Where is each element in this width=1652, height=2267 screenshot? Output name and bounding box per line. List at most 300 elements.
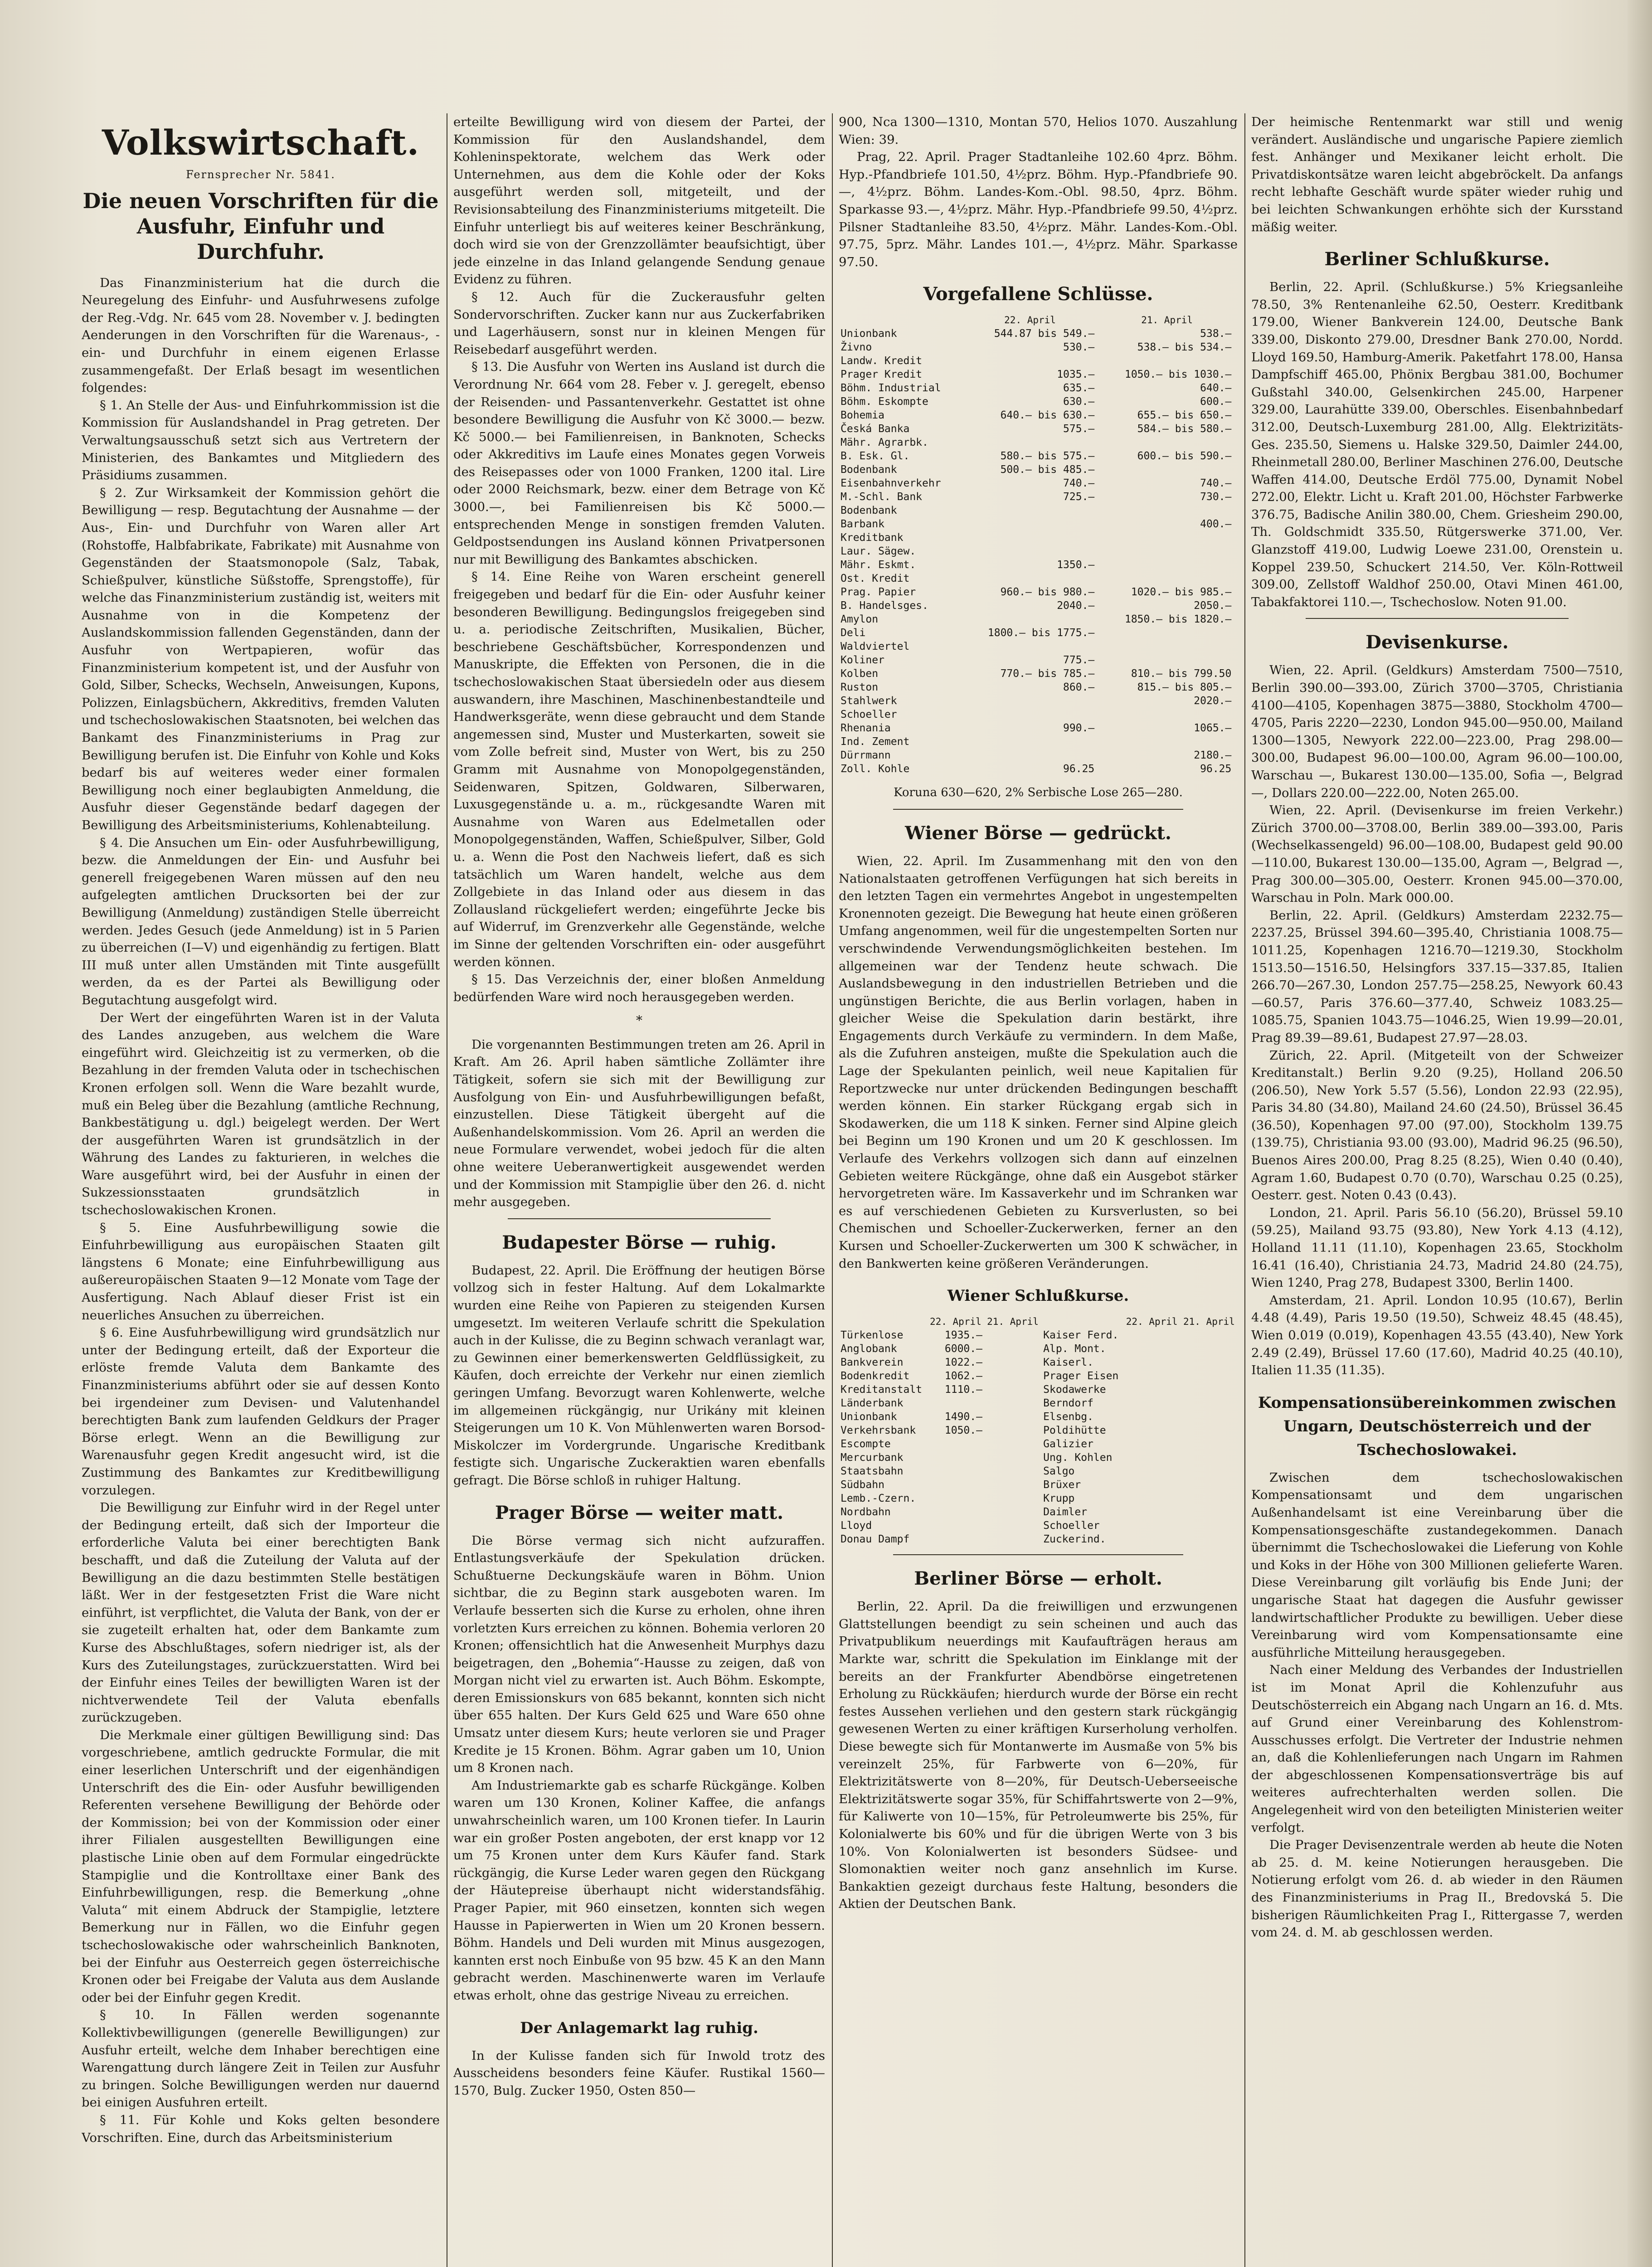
table-cell — [1101, 653, 1233, 667]
table-cell — [1096, 545, 1101, 558]
table-cell — [1096, 653, 1101, 667]
table-row — [839, 667, 1238, 681]
table-cell — [1233, 327, 1238, 341]
table-cell: 730.— — [1200, 491, 1232, 503]
table-cell: Unionbank — [841, 1411, 897, 1423]
table-cell — [927, 1396, 984, 1410]
table-row — [839, 1505, 1238, 1519]
table-cell — [1101, 735, 1233, 749]
table-row — [839, 354, 1238, 368]
column-2 — [453, 113, 825, 2267]
paragraph: § 14. Eine Reihe von Waren erscheint generell freigegeben und bedarf für die Ein- oder Ausfuhr keiner besonderen Bewilligung. Bedingungslos freigegeben sind u. a. periodische Zeitschriften, Musikalien, Bücher, beschriebene Geschäftsbücher, Korrespondenzen und Manuskripte, die Effekten von Personen, die in die tschechoslowakischen Staat übersiedeln oder aus diesem auswandern, ihre Maschinen, Maschinenbestandteile und Handwerksgeräte, wenn diese gebraucht und dem Stande angemessen sind, Muster und Musterkarten, soweit sie vom Zolle befreit sind, Muster von Wert, bis zu 250 Gramm mit Ausnahme von Monopolgegenständen, Seidenwaren, Spitzen, Goldwaren, Silberwaren, Luxusgegenstände u. a. m., rückgesandte Waren mit Ausnahme von Waren aus Edelmetallen oder Monopolgegenständen, Waffen, Schießpulver, Silber, Gold u. a. Wenn die Post den Nachweis liefert, daß es sich tatsächlich um Waren handelt, welche aus dem Zollgebiete in das Inland oder aus diesem in das Zollausland rückgeliefert werden; eingeführte Jecke bis auf Widerruf, im Grenzverkehr alle Gegenstände, welche im Sinne der geltenden Vorschriften ein- oder ausgeführt werden können. — [453, 569, 825, 969]
table-cell — [1096, 572, 1101, 585]
table-row — [839, 1451, 1238, 1464]
table-cell: 1065.— — [1194, 722, 1232, 735]
table-cell: 740.— — [1063, 477, 1095, 490]
table-cell — [1123, 1451, 1181, 1464]
table-cell — [1233, 721, 1238, 735]
table-row — [839, 531, 1238, 545]
table-cell — [1181, 1328, 1238, 1342]
table-cell — [1181, 1342, 1238, 1356]
table-cell: Prager Kredit — [841, 369, 923, 381]
table-cell: Dürrmann — [841, 749, 891, 762]
table-cell: 725.— — [1063, 491, 1095, 503]
table-cell — [1233, 749, 1238, 762]
table-cell — [984, 1396, 1041, 1410]
table-cell — [964, 694, 1096, 708]
column-1 — [82, 113, 440, 2267]
table-row — [839, 409, 1238, 422]
table-cell — [1096, 708, 1101, 721]
section-heading: Devisenkurse. — [1365, 632, 1509, 653]
table-header-cell — [1233, 313, 1238, 327]
table-cell — [1101, 463, 1233, 477]
paragraph: § 1. An Stelle der Aus- und Einfuhrkommission ist die Kommission für Auslandshandel in Prag getreten. Der Verwaltungsausschuß setzt sich aus Vertretern der Ministerien, des Bankamtes und Mitgliedern des Präsidiums zusammen. — [82, 398, 440, 483]
table-cell: 500.— bis 485.— — [1000, 464, 1095, 476]
table-cell — [1096, 585, 1101, 599]
table-cell: Ung. Kohlen — [1043, 1452, 1113, 1464]
table-cell: 2180.— — [1194, 749, 1232, 762]
table-cell: 775.— — [1063, 654, 1095, 666]
table-cell: Bodenbank — [841, 505, 897, 517]
paragraph: Die Börse vermag sich nicht aufzuraffen. Entlastungsverkäufe der Spekulation drücken. Schußtuerne Deckungskäufe waren in Böhm. Union sichtbar, die zu Beginn stark ausgeboten waren. Im Verlaufe besserten sich die Kurse zu erholen, ohne ihren vorletzten Kurs erreichen zu können. Bohemia verloren 20 Kronen; offensichtlich hat die Anwesenheit Murphys dazu beigetragen, den „Bohemia“-Hausse zu zeigen, daß von Morgan nicht viel zu erwarten ist. Auch Böhm. Eskompte, deren Emissionskurs von 685 bekannt, konnten sich nicht über 655 halten. Der Kurs Geld 625 und Ware 650 ohne Umsatz unter diesem Kurs; heute verloren sie und Prager Kredite je 15 Kronen. Böhm. Agrar gaben um 10, Union um 8 Kronen nach. — [453, 1533, 825, 1776]
table-cell: Unionbank — [841, 328, 897, 340]
section-heading: Der Anlagemarkt lag ruhig. — [520, 2019, 758, 2037]
table-cell: Bohemia — [841, 409, 884, 422]
table-cell: Lemb.-Czern. — [841, 1493, 916, 1505]
table-row — [839, 558, 1238, 572]
table-cell: 96.25 — [1200, 763, 1232, 775]
table-row — [839, 381, 1238, 395]
table-row — [839, 640, 1238, 653]
table-cell: 1050.— — [944, 1425, 982, 1437]
table-cell: B. Handelsges. — [841, 600, 928, 612]
table-cell: 96.25 — [1063, 763, 1095, 775]
table-cell — [964, 572, 1096, 585]
table-cell: 635.— — [1063, 382, 1095, 394]
table-cell — [1096, 667, 1101, 681]
paragraph: Zürich, 22. April. (Mitgeteilt von der Schweizer Kreditanstalt.) Berlin 9.20 (9.25), Holland 206.50 (206.50), New York 5.57 (5.56), London 22.93 (22.95), Paris 34.80 (34.80), Mailand 24.60 (24.50), Brüssel 36.45 (36.50), Kopenhagen 97.00 (97.00), Stockholm 139.75 (139.75), Christiania 93.00 (93.00), Madrid 96.25 (96.50), Buenos Aires 200.00, Prag 8.25 (8.25), Wien 0.40 (0.40), Agram 1.60, Budapest 0.70 (0.70), Warschau 0.25 (0.25), Oesterr. gest. Noten 0.43 (0.43). — [1251, 1048, 1623, 1203]
table-cell: 538.— — [1200, 328, 1232, 340]
divider — [893, 1554, 1183, 1555]
table-cell — [964, 735, 1096, 749]
table-cell: Kaiserl. — [1043, 1357, 1093, 1369]
table-cell — [1096, 490, 1101, 504]
table-cell — [1233, 531, 1238, 545]
paragraph: Wien, 22. April. (Geldkurs) Amsterdam 7500—7510, Berlin 390.00—393.00, Zürich 3700—3705, Christiania 4100—4105, Kopenhagen 3875—3880, Stockholm 4700—4705, Paris 2220—2230, London 945.00—950.00, Mailand 1300—1305, Newyork 222.00—223.00, Prag 298.00—300.00, Budapest 96.00—100.00, Agram 96.00—100.00, Warschau —, Bukarest 130.00—135.00, Sofia —, Belgrad —, Dollars 220.00—222.00, Noten 265.00. — [1251, 663, 1623, 800]
table-cell: Poldihütte — [1043, 1425, 1106, 1437]
table-cell: Bodenbank — [841, 464, 897, 476]
table-cell: 1110.— — [944, 1384, 982, 1396]
article-headline: Die neuen Vorschriften für die Ausfuhr, Einfuhr und Durchfuhr. — [83, 188, 439, 264]
table-cell: Mähr. Eskmt. — [841, 559, 916, 571]
table-row — [839, 1519, 1238, 1532]
table-cell — [1233, 626, 1238, 640]
table-cell — [1233, 558, 1238, 572]
table-cell — [1096, 341, 1101, 354]
table-cell — [1096, 531, 1101, 545]
table-row — [839, 653, 1238, 667]
table-cell: 630.— — [1063, 396, 1095, 408]
table-cell — [1096, 504, 1101, 517]
table-cell — [964, 436, 1096, 449]
table-row — [839, 341, 1238, 354]
paragraph: § 4. Die Ansuchen um Ein- oder Ausfuhrbewilligung, bezw. die Anmeldungen der Ein- und Ausfuhr bei generell freigegebenen Waren müssen auf den neu aufgelegten amtlichen Drucksorten bei der zur Bewilligung (Anmeldung) zuständigen Stelle überreicht werden. Jedes Gesuch (jede Anmeldung) ist in 5 Parien zu überreichen (I—V) und eigenhändig zu fertigen. Blatt III muß unter allen Umständen mit Tinte ausgefüllt werden, da es der Partei als Bewilligung oder Begutachtung ausgefolgt wird. — [82, 835, 440, 1007]
paragraph: Die Merkmale einer gültigen Bewilligung sind: Das vorgeschriebene, amtlich gedruckte Formular, die mit einer leserlichen Unterschrift und der eigenhändigen Unterschrift des die Ein- oder Ausfuhr bewilligenden Referenten versehene Bewilligung der Behörde oder der Kommission; bei von der Kommission oder einer ihrer Filialen ausgestellten Bewilligungen eine plastische Linie oben auf dem Formular eingedrückte Stampiglie und die Kontrolltaxe einer Bank des Einfuhrbewilligungen, resp. die Bemerkung „ohne Valuta“ mit einem Abdruck der Stampiglie, letztere Bemerkung nur in Fällen, wo die Einfuhr gegen tschechoslowakische oder wahrscheinlich Banknoten, bei der Einfuhr aus Oesterreich gegen österreichische Kronen oder bei Freigabe der Valuta aus dem Auslande oder bei der Einfuhr gegen Kredit. — [82, 1727, 440, 2005]
separator-star: * — [636, 1013, 642, 1028]
table-cell — [964, 504, 1096, 517]
table-cell — [1096, 681, 1101, 694]
table-cell — [1181, 1464, 1238, 1478]
table-cell — [1096, 368, 1101, 381]
table-cell — [984, 1328, 1041, 1342]
table-cell: 530.— — [1063, 341, 1095, 354]
table-cell: Länderbank — [841, 1397, 904, 1410]
table-row — [839, 1532, 1238, 1546]
table-cell — [1233, 504, 1238, 517]
table-cell — [927, 1532, 984, 1546]
table-cell — [1233, 735, 1238, 749]
table-cell: 815.— bis 805.— — [1137, 681, 1232, 694]
table-cell — [1233, 653, 1238, 667]
table-cell — [1096, 422, 1101, 436]
table-cell — [1123, 1437, 1181, 1451]
table-cell: Koliner — [841, 654, 884, 666]
table-row — [839, 490, 1238, 504]
paragraph: § 11. Für Kohle und Koks gelten besondere Vorschriften. Eine, durch das Arbeitsministerium — [82, 2112, 440, 2145]
table-cell — [984, 1464, 1041, 1478]
table-cell — [1181, 1396, 1238, 1410]
table-cell — [1123, 1356, 1181, 1369]
table-row — [839, 1410, 1238, 1424]
section-heading: Wiener Börse — gedrückt. — [905, 822, 1171, 844]
table-cell — [927, 1505, 984, 1519]
table-cell — [927, 1519, 984, 1532]
table-header-cell: 22. April — [1004, 315, 1056, 326]
table-cell: 2050.— — [1194, 600, 1232, 612]
table-cell: 1800.— bis 1775.— — [987, 627, 1095, 639]
paragraph: Amsterdam, 21. April. London 10.95 (10.67), Berlin 4.48 (4.49), Paris 19.50 (19.50), Schweiz 48.45 (48.45), Wien 0.019 (0.019), Kopenhagen 43.55 (43.40), New York 2.49 (2.49), Brüssel 17.60 (17.60), Madrid 40.25 (40.10), Italien 11.35 (11.35). — [1251, 1293, 1623, 1378]
table-cell — [1233, 354, 1238, 368]
divider — [893, 809, 1183, 810]
table-cell — [984, 1519, 1041, 1532]
table-cell — [984, 1451, 1041, 1464]
table-cell — [1123, 1519, 1181, 1532]
paragraph: 900, Nca 1300—1310, Montan 570, Helios 1070. Auszahlung Wien: 39. — [839, 115, 1238, 147]
column-3 — [839, 113, 1238, 2267]
table-cell — [984, 1478, 1041, 1492]
table-cell — [1101, 626, 1233, 640]
table-cell: 600.— bis 590.— — [1137, 450, 1232, 462]
table-cell — [964, 708, 1096, 721]
table-cell — [1181, 1519, 1238, 1532]
table-row — [839, 477, 1238, 490]
paragraph: Wien, 22. April. Im Zusammenhang mit den von den Nationalstaaten getroffenen Verfügungen hat sich bereits in den letzten Tagen ein vermehrtes Angebot in ungestempelten Kronennoten gezeigt. Die Bewegung hat heute einen größeren Umfang angenommen, weil für die ungestempelten Sorten nur verschwindende Verwendungsmöglichkeiten bestehen. Im allgemeinen war der Tendenz heute schwach. Die Auslandsbewegung in den industriellen Betrieben und die ungünstigen Berichte, die aus Berlin vorlagen, haben in gleicher Weise die Spekulation darin bestärkt, ihre Engagements durch Verkäufe zu vermindern. In dem Maße, als die Zufuhren ansteigen, mußte die Spekulation auch die Lage der Spekulanten peinlich, weil neue Kapitalien für Reportzwecke nur unter drückenden Bedingungen beschafft werden können. Ein starker Rückgang ergab sich in Skodawerken, die um 118 K sinken. Ferner sind Alpine gleich bei Beginn um 190 Kronen und um 20 K geschlossen. Im Verlaufe des Verkehrs vollzogen sich dann auf einzelnen Gebieten weitere Rückgänge, ohne daß ein Ausgebot stärker hervorgetreten wäre. Im Kassaverkehr und im Schranken war es auf verschiedenen Gebieten zu Kursverlusten, so bei Chemischen und Schoeller-Zuckerwerken, ferner an den Kursen und Schoeller-Zuckerwerten um 300 K schwächer, in den Bankwerten keine größeren Veränderungen. — [839, 853, 1238, 1271]
table-cell: Schoeller — [1043, 1520, 1100, 1532]
table-cell: Salgo — [1043, 1465, 1075, 1478]
table-cell — [1181, 1492, 1238, 1505]
table-cell — [1233, 517, 1238, 531]
table-cell — [1123, 1505, 1181, 1519]
table-row — [839, 436, 1238, 449]
paragraph: Der Wert der eingeführten Waren ist in der Valuta des Landes anzugeben, aus welchem die Ware eingeführt wird. Gleichzeitig ist zu vermerken, ob die Bezahlung in der fremden Valuta oder in tschechischen Kronen erfolgen soll. Wenn die Ware bezahlt wurde, muß ein Beleg über die Bezahlung (amtliche Rechnung, Bankbestätigung u. dgl.) beigelegt werden. Der Wert der ausgeführten Waren ist grundsätzlich in der Währung des Landes zu fakturieren, in welches die Ware ausgeführt wird, bei der Ausfuhr in einen der Sukzessionsstaaten grundsätzlich in tschechoslowakischen Kronen. — [82, 1010, 440, 1218]
table-row — [839, 585, 1238, 599]
paragraph: § 12. Auch für die Zuckerausfuhr gelten Sondervorschriften. Zucker kann nur aus Zuckerfabriken und Lagerhäusern, sonst nur in kleinen Mengen für Reisebedarf ausgeführt werden. — [453, 289, 825, 357]
paragraph: Das Finanzministerium hat die durch die Neuregelung des Einfuhr- und Ausfuhrwesens zufolge der Reg.-Vdg. Nr. 645 vom 28. November v. J. bedingten Aenderungen in den Vorschriften für die Warenaus-, -ein- und Durchfuhr in einem eigenen Erlasse zusammengefaßt. Der Erlaß besagt im wesentlichen folgendes: — [82, 275, 440, 395]
table-cell — [927, 1492, 984, 1505]
table-cell: Prag. Papier — [841, 586, 916, 598]
paragraph: § 6. Eine Ausfuhrbewilligung wird grundsätzlich nur unter der Bedingung erteilt, daß der Exporteur die erlöste fremde Valuta dem Bankamte des Finanzministeriums abführt oder sie auf dessen Konto bei irgendeiner zum Devisen- und Valutenhandel berechtigten Bank zum laufenden Geldkurs der Prager Börse erlegt. Wenn an die Bewilligung zur Warenausfuhr gegen Kredit angesucht wird, ist die Zustimmung des Bankamtes zur Kreditbewilligung vorzulegen. — [82, 1325, 440, 1498]
table-cell — [1233, 708, 1238, 721]
table-header-cell: 22. April — [1126, 1316, 1178, 1328]
table-cell: Stahlwerk — [841, 695, 897, 707]
table-cell: Živno — [841, 341, 872, 354]
table-cell — [1096, 694, 1101, 708]
paragraph: Nach einer Meldung des Verbandes der Industriellen ist im Monat April die Kohlenzufuhr aus Deutschösterreich ein Abgang nach Ungarn an 16. d. Mts. auf Grund einer Vereinbarung des Kohlenstrom-Ausschusses erfolgt. Die Vertreter der Industrie nehmen an, daß die Kohlenlieferungen nach Ungarn im Rahmen der abgeschlossenen Kompensationsverträge bis auf weiteres aufrechterhalten werden sollen. Die Angelegenheit wird von den beteiligten Ministerien weiter verfolgt. — [1251, 1663, 1623, 1835]
table-cell — [927, 1451, 984, 1464]
table-cell: Kaiser Ferd. — [1043, 1329, 1119, 1342]
table-cell: Daimler — [1043, 1506, 1088, 1518]
table-cell: 1350.— — [1057, 559, 1095, 571]
table-row — [839, 422, 1238, 436]
table-cell: Alp. Mont. — [1043, 1343, 1106, 1355]
table-cell — [984, 1342, 1041, 1356]
table-cell — [1101, 640, 1233, 653]
table-cell — [1096, 477, 1101, 490]
table-row — [839, 681, 1238, 694]
table-cell: Bodenkredit — [841, 1370, 910, 1382]
table-cell: Česká Banka — [841, 423, 910, 435]
table-cell — [1096, 721, 1101, 735]
table-cell: Galizier — [1043, 1438, 1093, 1450]
table-cell: Skodawerke — [1043, 1384, 1106, 1396]
table-cell — [1123, 1369, 1181, 1383]
table-cell — [984, 1383, 1041, 1396]
table-cell — [964, 517, 1096, 531]
paragraph: Die Bewilligung zur Einfuhr wird in der Regel unter der Bedingung erteilt, daß sich der Importeur die erforderliche Valuta bei einer berechtigten Bank beschafft, und daß die Zuteilung der Valuta auf der Bewilligung an die dazu bestimmten Stelle bestätigen läßt. Wer in der festgesetzten Frist die Ware nicht einführt, ist verpflichtet, die Valuta der Bank, von der er sie zugeteilt erhalten hat, oder dem Bankamte zum Kurse des Abschlußtages, sofern niedriger ist, als der Kurs des Zuteilungstages, zurückzuerstatten. Wird bei der Einfuhr eines Teiles der bewilligten Waren ist der nichtverwendete Teil der Valuta ebenfalls zurückzugeben. — [82, 1500, 440, 1725]
table-cell: Kreditanstalt — [841, 1384, 923, 1396]
table-row — [839, 708, 1238, 721]
table-cell — [1096, 640, 1101, 653]
table-cell — [1096, 395, 1101, 409]
table-cell — [1101, 354, 1233, 368]
table-cell — [1096, 762, 1101, 776]
paragraph: § 2. Zur Wirksamkeit der Kommission gehört die Bewilligung — resp. Begutachtung der Ausnahme — der Aus-, Ein- und Durchfuhr von Waren aller Art (Rohstoffe, Halbfabrikate, Fabrikate) mit Ausnahme von Gegenständen der Staatsmonopole (Salz, Tabak, Schießpulver, künstliche Süßstoffe, Sprengstoffe), für welche das Finanzministerium zuständig ist, weiters mit Ausnahme von in die Kompetenz der Auslandskommission fallenden Gegenständen, dann der Ausfuhr von Wertpapieren, wofür das Finanzministerium kompetent ist, und der Ausfuhr von Gold, Silber, Schecks, Wechseln, Anweisungen, Kupons, Polizzen, Einlagsbüchern, Akkreditivs, fremden Valuten und tschechoslowakischen Staatsnoten, bei welchen das Bankamt des Finanzministeriums in Prag zur Bewilligung berufen ist. Die Einfuhr von Kohle und Koks bedarf bis auf weiteres weder einer formalen Bewilligung noch einer beglaubigten Anmeldung, die Ausfuhr dieser Gegenstände bedarf dagegen der Bewilligung des Arbeitsministeriums, Kohlenabteilung. — [82, 485, 440, 832]
table-cell — [1233, 463, 1238, 477]
table-cell — [1233, 381, 1238, 395]
table-footnote: Koruna 630—620, 2% Serbische Lose 265—280. — [894, 786, 1183, 800]
table-cell — [1123, 1328, 1181, 1342]
paragraph: Die vorgenannten Bestimmungen treten am 26. April in Kraft. Am 26. April haben sämtliche Zollämter ihre Tätigkeit, sofern sie sich mit der Bewilligung zur Ausfolgung von Ein- und Ausfuhrbewilligungen befaßt, einzustellen. Diese Tätigkeit übergeht auf die Außenhandelskommission. Vom 26. April an werden die neue Formulare verwendet, wobei jedoch für die alten ohne weitere Ueberanwertigkeit ausgewendet werden und der Kommission mit Stampiglie über den 26. d. nicht mehr ausgegeben. — [453, 1037, 825, 1210]
table-cell — [1096, 735, 1101, 749]
table-header-cell — [1041, 1315, 1123, 1328]
table-row — [839, 1328, 1238, 1342]
table-cell: 1062.— — [944, 1370, 982, 1382]
table-cell — [1233, 667, 1238, 681]
table-cell — [1233, 613, 1238, 626]
table-cell: 1022.— — [944, 1357, 982, 1369]
table-cell: 810.— bis 799.50 — [1131, 668, 1232, 680]
table-cell: Laur. Sägew. — [841, 545, 916, 558]
table-cell: Elsenbg. — [1043, 1411, 1093, 1423]
table-cell: 655.— bis 650.— — [1137, 409, 1232, 422]
table-cell: 2020.— — [1194, 695, 1232, 707]
table-cell — [1181, 1532, 1238, 1546]
table-cell — [964, 354, 1096, 368]
table-cell — [927, 1478, 984, 1492]
table-cell — [1096, 354, 1101, 368]
table-cell — [1233, 449, 1238, 463]
table-cell — [964, 749, 1096, 762]
column-4 — [1251, 113, 1623, 2267]
table-cell — [1101, 436, 1233, 449]
table-cell: Nordbahn — [841, 1506, 891, 1518]
paragraph: Der heimische Rentenmarkt war still und wenig verändert. Ausländische und ungarische Papiere ziemlich fest. Anhänger und Mexikaner leicht erholt. Die Privatdiskontsätze waren leicht abgebröckelt. Da anfangs recht lebhafte Geschäft wurde später wieder ruhig und bei leichten Schwankungen erhöhte sich der Kursstand mäßig weiter. — [1251, 115, 1623, 234]
table-cell: 1035.— — [1057, 369, 1095, 381]
table-cell: Eisenbahnverkehr — [841, 477, 941, 490]
table-cell: 538.— bis 534.— — [1137, 341, 1232, 354]
paragraph: § 15. Das Verzeichnis der, einer bloßen Anmeldung bedürfenden Ware wird noch herausgegeben werden. — [453, 972, 825, 1004]
table-cell: Amylon — [841, 613, 879, 626]
page-edge-shadow — [1628, 0, 1652, 2267]
table-row — [839, 449, 1238, 463]
table-row — [839, 504, 1238, 517]
table-row — [839, 545, 1238, 558]
table-cell — [1096, 517, 1101, 531]
table-header-row — [839, 1315, 1238, 1328]
paragraph: Berlin, 22. April. (Schlußkurse.) 5% Kriegsanleihe 78.50, 3% Rentenanleihe 62.50, Oesterr. Kreditbank 179.00, Wiener Bankverein 124.00, Deutsche Bank 339.00, Diskonto 279.00, Dresdner Bank 270.00, Nordd. Lloyd 169.50, Hamburg-Amerik. Paketfahrt 178.00, Hansa Dampfschiff 465.00, Phönix Bergbau 381.00, Bochumer Gußstahl 340.00, Gelsenkirchen 245.00, Harpener 329.00, Laurahütte 339.00, Oberschles. Eisenbahnbedarf 312.00, Deutsch-Luxemburg 281.00, Allg. Elektrizitäts-Ges. 235.50, Siemens u. Halske 329.50, Daimler 244.00, Rheinmetall 280.00, Berliner Maschinen 276.00, Deutsche Waffen 414.00, Deutsche Erdöl 775.00, Dynamit Nobel 272.00, Elektr. Licht u. Kraft 201.00, Höchster Farbwerke 376.75, Badische Anilin 380.00, Chem. Griesheim 290.00, Th. Goldschmidt 335.50, Rütgerswerke 371.00, Ver. Glanzstoff 419.00, Ludwig Loewe 231.00, Orenstein u. Koppel 239.50, Schuckert 214.50, Ver. Köln-Rottweil 309.00, Zellstoff Waldhof 250.00, Otavi Minen 461.00, Tabakfaktorei 110.—, Tschechoslow. Noten 91.00. — [1251, 280, 1623, 609]
table-cell — [1233, 477, 1238, 490]
table-cell: Prager Eisen — [1043, 1370, 1119, 1382]
table-cell — [1123, 1342, 1181, 1356]
table-cell — [1233, 341, 1238, 354]
table-cell — [1233, 599, 1238, 613]
table-row — [839, 599, 1238, 613]
table-row — [839, 1437, 1238, 1451]
paragraph: Die Prager Devisenzentrale werden ab heute die Noten ab 25. d. M. keine Notierungen herausgeben. Die Notierung erfolgt vom 26. d. ab wieder in den Räumen des Finanzministeriums in Prag II., Bredovská 5. Die bisherigen Räumlichkeiten Prag I., Rittergasse 7, werden vom 24. d. M. ab geschlossen werden. — [1251, 1838, 1623, 1940]
table-row — [839, 1424, 1238, 1437]
table-cell: Landw. Kredit — [841, 355, 923, 367]
table-header-cell — [839, 313, 964, 327]
table-cell — [1181, 1451, 1238, 1464]
table-cell — [984, 1369, 1041, 1383]
table-header-cell: 22. April — [929, 1316, 981, 1328]
table-cell — [1096, 558, 1101, 572]
table-row — [839, 1396, 1238, 1410]
section-heading: Wiener Schlußkurse. — [947, 1287, 1129, 1305]
table-cell: Bankverein — [841, 1357, 904, 1369]
table-cell: Krupp — [1043, 1493, 1075, 1505]
table-row — [839, 1356, 1238, 1369]
table-row — [839, 749, 1238, 762]
table-cell — [1123, 1492, 1181, 1505]
table-cell: 770.— bis 785.— — [1000, 668, 1095, 680]
table-cell — [1123, 1383, 1181, 1396]
paragraph: Berlin, 22. April. (Geldkurs) Amsterdam 2232.75—2237.25, Brüssel 394.60—395.40, Christiania 1008.75—1011.25, Kopenhagen 1216.70—1219.30, Stockholm 1513.50—1516.50, Helsingfors 337.15—337.85, Italien 266.70—267.30, London 257.75—258.25, Newyork 60.43—60.57, Paris 376.60—377.40, Schweiz 1083.25—1085.75, Spanien 1043.75—1046.25, Wien 19.99—20.01, Prag 89.39—89.61, Budapest 27.97—28.03. — [1251, 908, 1623, 1045]
table-row — [839, 735, 1238, 749]
table-cell: 1850.— bis 1820.— — [1124, 613, 1232, 626]
paragraph: Berlin, 22. April. Da die freiwilligen und erzwungenen Glattstellungen beendigt zu sein scheinen und auch das Privatpublikum neuerdings mit Kaufaufträgen heraus am Markte war, schritt die Spekulation im Einklange mit der bereits an der Frankfurter Abendbörse eingetretenen Erholung zu Rückkäufen; hierdurch wurde der Börse ein recht festes Aussehen verliehen und den gestern stark rückgängig gewesenen Werten zu einer kräftigen Kurserholung verholfen. Diese bewegte sich für Montanwerte im Ausmaße von 5% bis vereinzelt 25%, für Farbwerte von 6—20%, für Elektrizitätswerte von 8—20%, für Deutsch-Ueberseeische Elektrizitätswerte sogar 35%, für Schiffahrtswerte von 2—9%, für Kaliwerte von 10—15%, für Petroleumwerte bis 25%, für Kolonialwerte bis 60% und für die übrigen Werte von 3 bis 10%. Von Kolonialwerten ist besonders Südsee- und Slomonaktien weiter noch ganz ansehnlich im Kurse. Bankaktien gezeigt durchaus feste Haltung, besonders die Aktien der Deutschen Bank. — [839, 1599, 1238, 1912]
divider — [508, 1218, 771, 1219]
table-cell — [1096, 409, 1101, 422]
table-cell: Brüxer — [1043, 1479, 1081, 1491]
table-cell — [1101, 572, 1233, 585]
table-header-cell: 21. April — [987, 1316, 1039, 1328]
table-cell: Berndorf — [1043, 1397, 1093, 1410]
table-cell: Böhm. Eskompte — [841, 396, 928, 408]
table-cell — [1096, 436, 1101, 449]
table-cell — [984, 1532, 1041, 1546]
table-row — [839, 1369, 1238, 1383]
table-cell: Türkenlose — [841, 1329, 904, 1342]
table-row — [839, 721, 1238, 735]
table-cell — [984, 1424, 1041, 1437]
table-cell — [1233, 436, 1238, 449]
table-cell: 600.— — [1200, 396, 1232, 408]
table-row — [839, 613, 1238, 626]
table-cell — [964, 531, 1096, 545]
table-cell: B. Esk. Gl. — [841, 450, 910, 462]
table-cell — [1233, 490, 1238, 504]
table-cell: Ost. Kredit — [841, 573, 910, 585]
divider — [1306, 618, 1569, 619]
table-cell: Kreditbank — [841, 532, 904, 544]
table-header-row — [839, 313, 1238, 327]
table-row — [839, 694, 1238, 708]
table-cell: Ind. Zement — [841, 736, 910, 748]
table-cell — [1233, 694, 1238, 708]
table-row — [839, 1383, 1238, 1396]
section-heading: Kompensationsübereinkommen zwischen Ungarn, Deutschösterreich und der Tschechoslowakei. — [1258, 1393, 1616, 1459]
table-cell — [1181, 1383, 1238, 1396]
table-cell — [1123, 1410, 1181, 1424]
table-cell — [1181, 1505, 1238, 1519]
table-row — [839, 626, 1238, 640]
closing-prices-table — [839, 313, 1238, 776]
table-cell: Verkehrsbank — [841, 1425, 916, 1437]
table-cell: Kolben — [841, 668, 879, 680]
table-cell: 1935.— — [944, 1329, 982, 1342]
table-cell — [1233, 572, 1238, 585]
table-row — [839, 762, 1238, 776]
table-cell: Südbahn — [841, 1479, 884, 1491]
table-cell — [927, 1437, 984, 1451]
table-cell — [1123, 1478, 1181, 1492]
table-cell: 860.— — [1063, 681, 1095, 694]
table-cell — [984, 1492, 1041, 1505]
table-cell: 400.— — [1200, 518, 1232, 530]
table-cell — [1096, 327, 1101, 341]
table-row — [839, 327, 1238, 341]
table-cell: Lloyd — [841, 1520, 872, 1532]
table-cell — [1101, 531, 1233, 545]
table-cell — [1181, 1437, 1238, 1451]
table-cell: Deli — [841, 627, 866, 639]
section-heading: Vorgefallene Schlüsse. — [923, 283, 1153, 305]
table-cell: 544.87 bis 549.— — [994, 328, 1095, 340]
paragraph: In der Kulisse fanden sich für Inwold trotz des Ausscheidens besonders feine Käufer. Rustikal 1560—1570, Bulg. Zucker 1950, Osten 850— — [453, 2048, 825, 2098]
table-cell: 580.— bis 575.— — [1000, 450, 1095, 462]
table-cell — [1233, 368, 1238, 381]
table-cell: 584.— bis 580.— — [1137, 423, 1232, 435]
table-cell — [1096, 749, 1101, 762]
table-header-cell — [1096, 313, 1101, 327]
section-masthead: Volkswirtschaft. — [102, 122, 420, 163]
table-cell — [964, 640, 1096, 653]
table-cell — [1233, 585, 1238, 599]
table-cell — [984, 1505, 1041, 1519]
table-cell — [1181, 1410, 1238, 1424]
